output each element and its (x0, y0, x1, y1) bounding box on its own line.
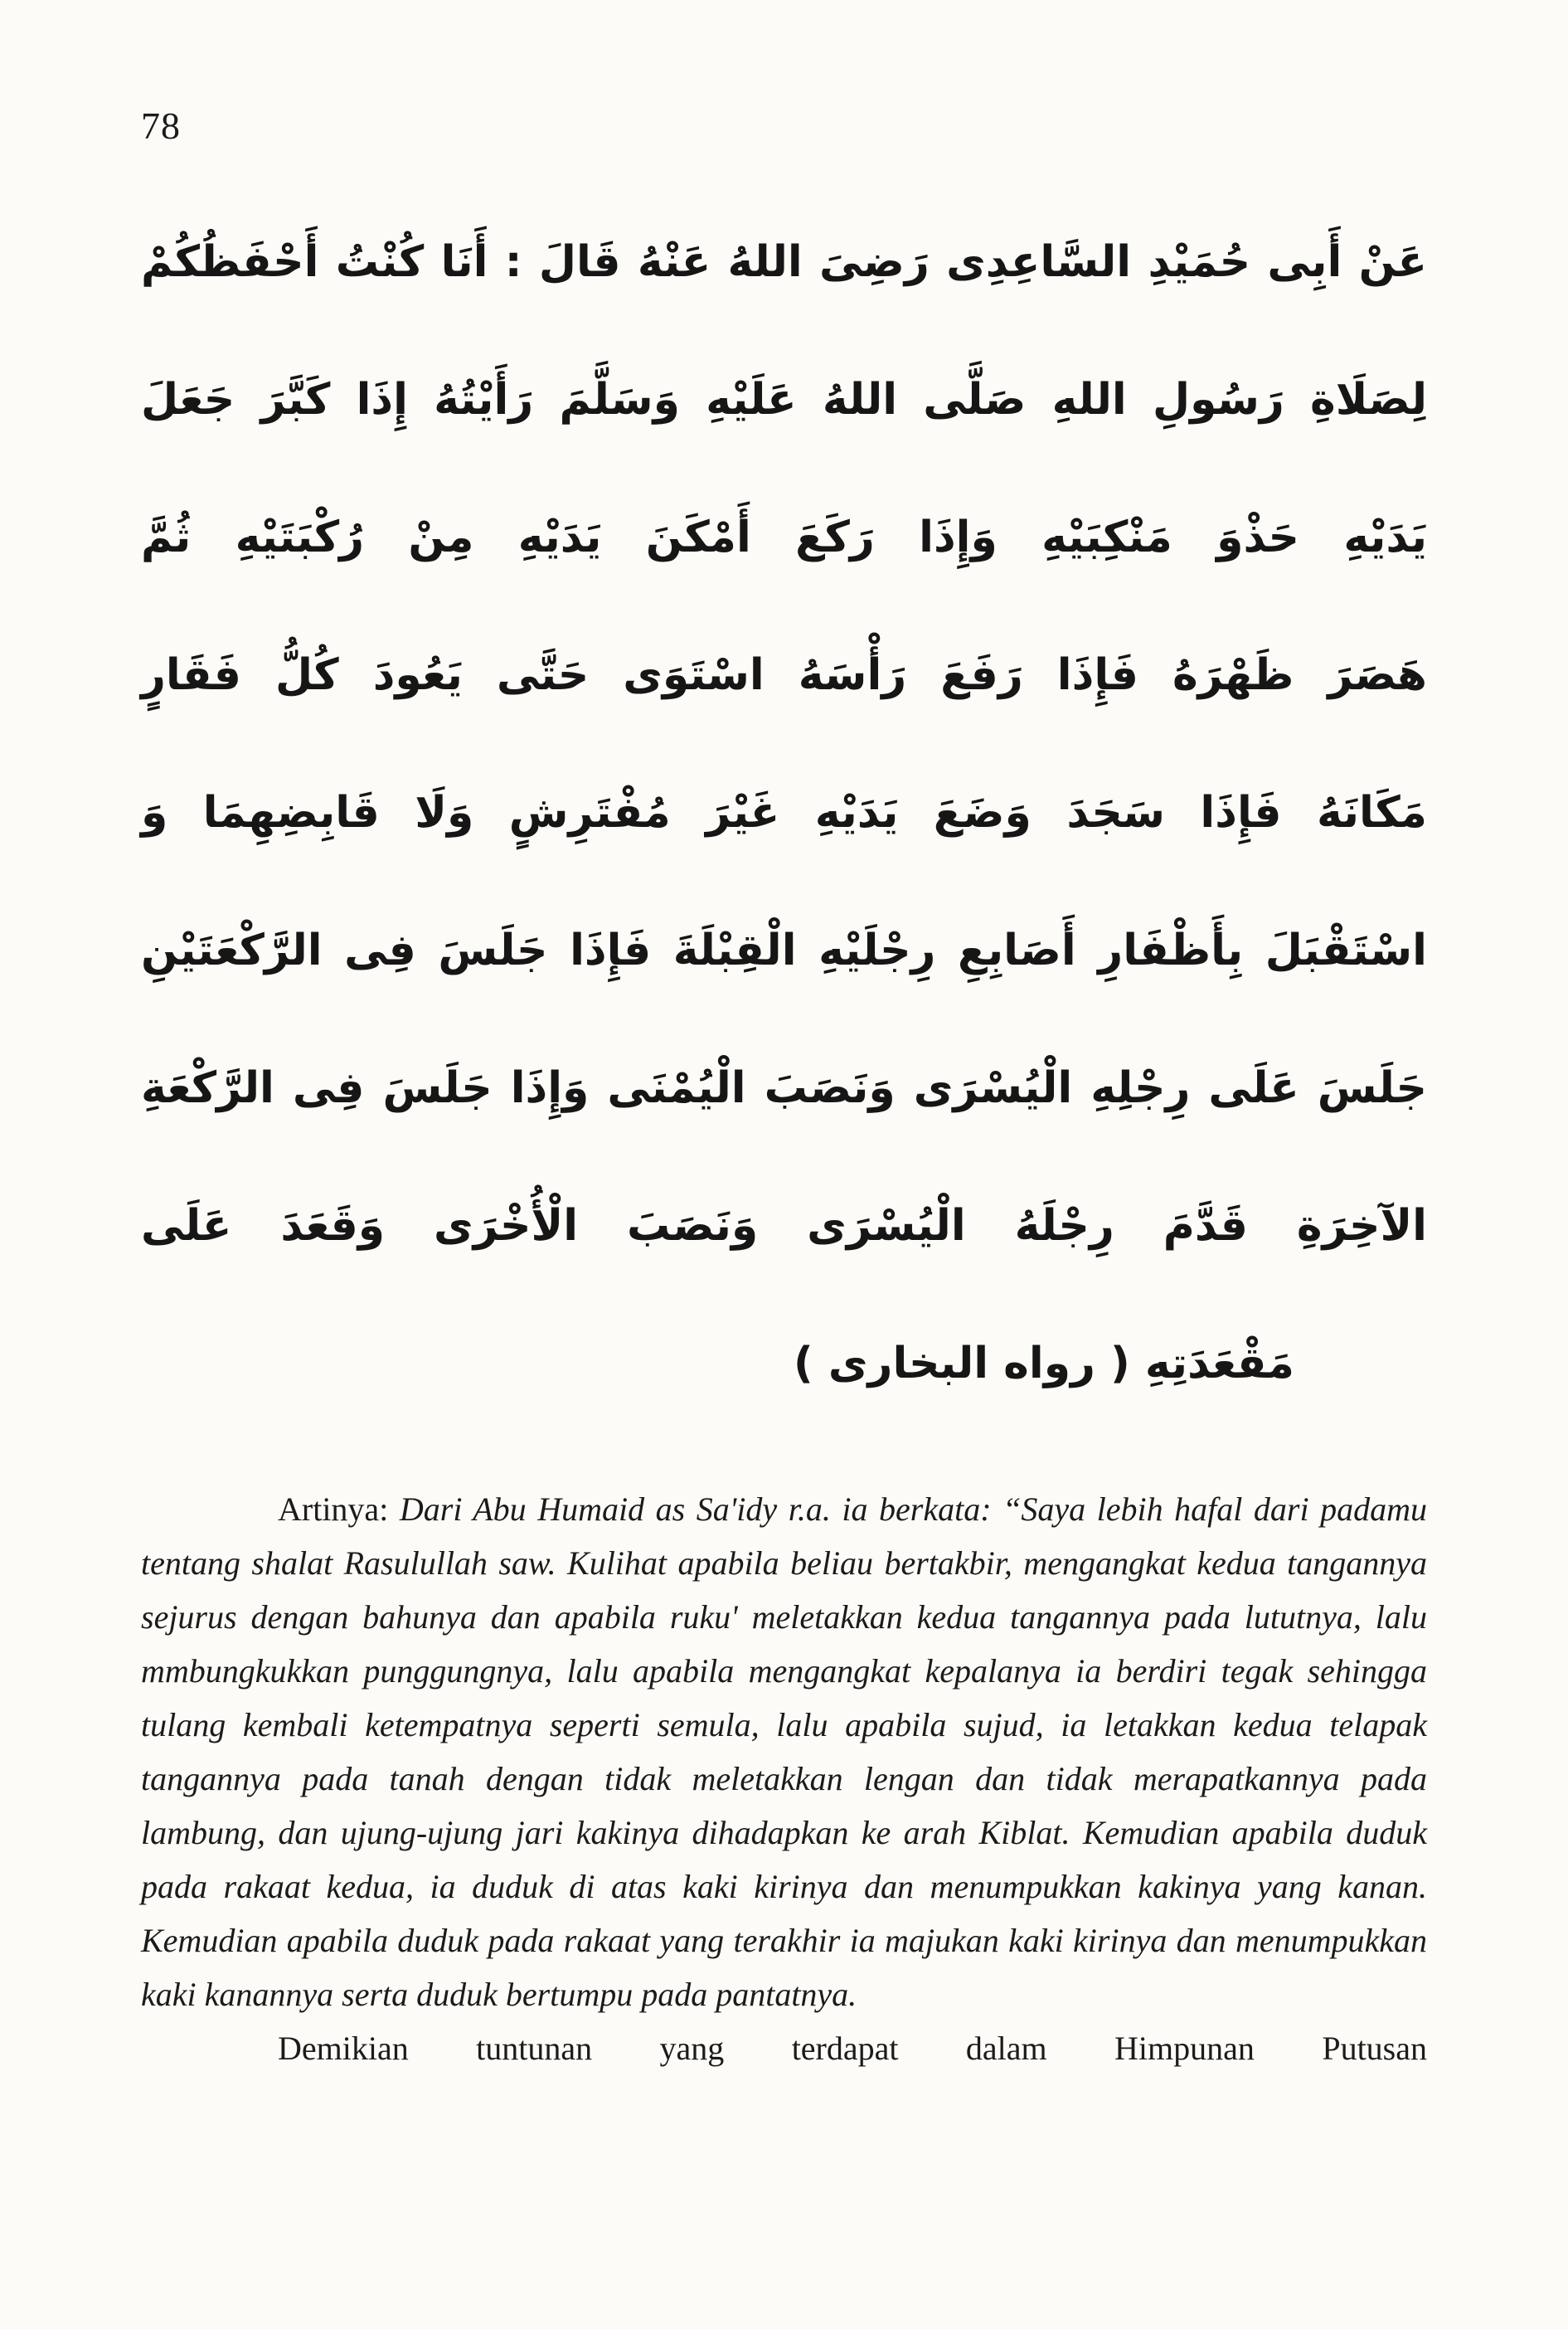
translation-label: Artinya: (278, 1490, 389, 1528)
hadith-line: مَكَانَهُ فَإِذَا سَجَدَ وَضَعَ يَدَيْهِ غَيْرَ مُفْتَرِشٍ وَلَا قَابِضِهِمَا وَ (141, 788, 1427, 838)
translation-paragraph (141, 1482, 1427, 2021)
hadith-line: هَصَرَ ظَهْرَهُ فَإِذَا رَفَعَ رَأْسَهُ اسْتَوَى حَتَّى يَعُودَ كُلُّ فَقَارٍ (141, 650, 1427, 700)
hadith-line: لِصَلَاةِ رَسُولِ اللهِ صَلَّى اللهُ عَلَيْهِ وَسَلَّمَ رَأَيْتُهُ إِذَا كَبَّرَ جَعَلَ (141, 375, 1427, 425)
hadith-line: جَلَسَ عَلَى رِجْلِهِ الْيُسْرَى وَنَصَبَ الْيُمْنَى وَإِذَا جَلَسَ فِى الرَّكْعَةِ (141, 1063, 1427, 1113)
hadith-line: يَدَيْهِ حَذْوَ مَنْكِبَيْهِ وَإِذَا رَكَعَ أَمْكَنَ يَدَيْهِ مِنْ رُكْبَتَيْهِ ثُمَّ (141, 513, 1427, 562)
hadith-line: اسْتَقْبَلَ بِأَظْفَارِ أَصَابِعِ رِجْلَيْهِ الْقِبْلَةَ فَإِذَا جَلَسَ فِى الرَّكْعَتَيْنِ (141, 926, 1427, 975)
hadith-arabic-block (141, 193, 1427, 1432)
hadith-line: الآخِرَةِ قَدَّمَ رِجْلَهُ الْيُسْرَى وَنَصَبَ الْأُخْرَى وَقَعَدَ عَلَى (141, 1201, 1427, 1251)
hadith-attribution-line: مَقْعَدَتِهِ ( رواه البخارى ) (794, 1339, 1294, 1388)
translation-text: Dari Abu Humaid as Sa'idy r.a. ia berkata: “Saya lebih hafal dari padamu tentang shalat Rasulullah saw. Kulihat apabila beliau bertakbir, mengangkat kedua tangannya sejurus dengan bahunya dan apabila ruku' meletakkan kedua tangannya pada lututnya, lalu mmbungkukkan punggungnya, lalu apabila mengangkat kepalanya ia berdiri tegak sehingga tulang kembali ketempatnya seperti semula, lalu apabila sujud, ia letakkan kedua telapak tangannya pada tanah dengan tidak meletakkan lengan dan tidak merapatkannya pada lambung, dan ujung-ujung jari kakinya dihadapkan ke arah Kiblat. Kemudian apabila duduk pada rakaat kedua, ia duduk di atas kaki kirinya dan menumpukkan kakinya yang kanan. Kemudian apabila duduk pada rakaat yang terakhir ia majukan kaki kirinya dan menumpukkan kaki kanannya serta duduk bertumpu pada pantatnya. (141, 1490, 1428, 2013)
page-number: 78 (141, 105, 181, 147)
closing-paragraph: Demikian tuntunan yang terdapat dalam Himpunan Putusan (278, 2030, 1427, 2067)
hadith-line: عَنْ أَبِى حُمَيْدِ السَّاعِدِى رَضِىَ اللهُ عَنْهُ قَالَ : أَنَا كُنْتُ أَحْفَظُكُمْ (141, 237, 1427, 287)
